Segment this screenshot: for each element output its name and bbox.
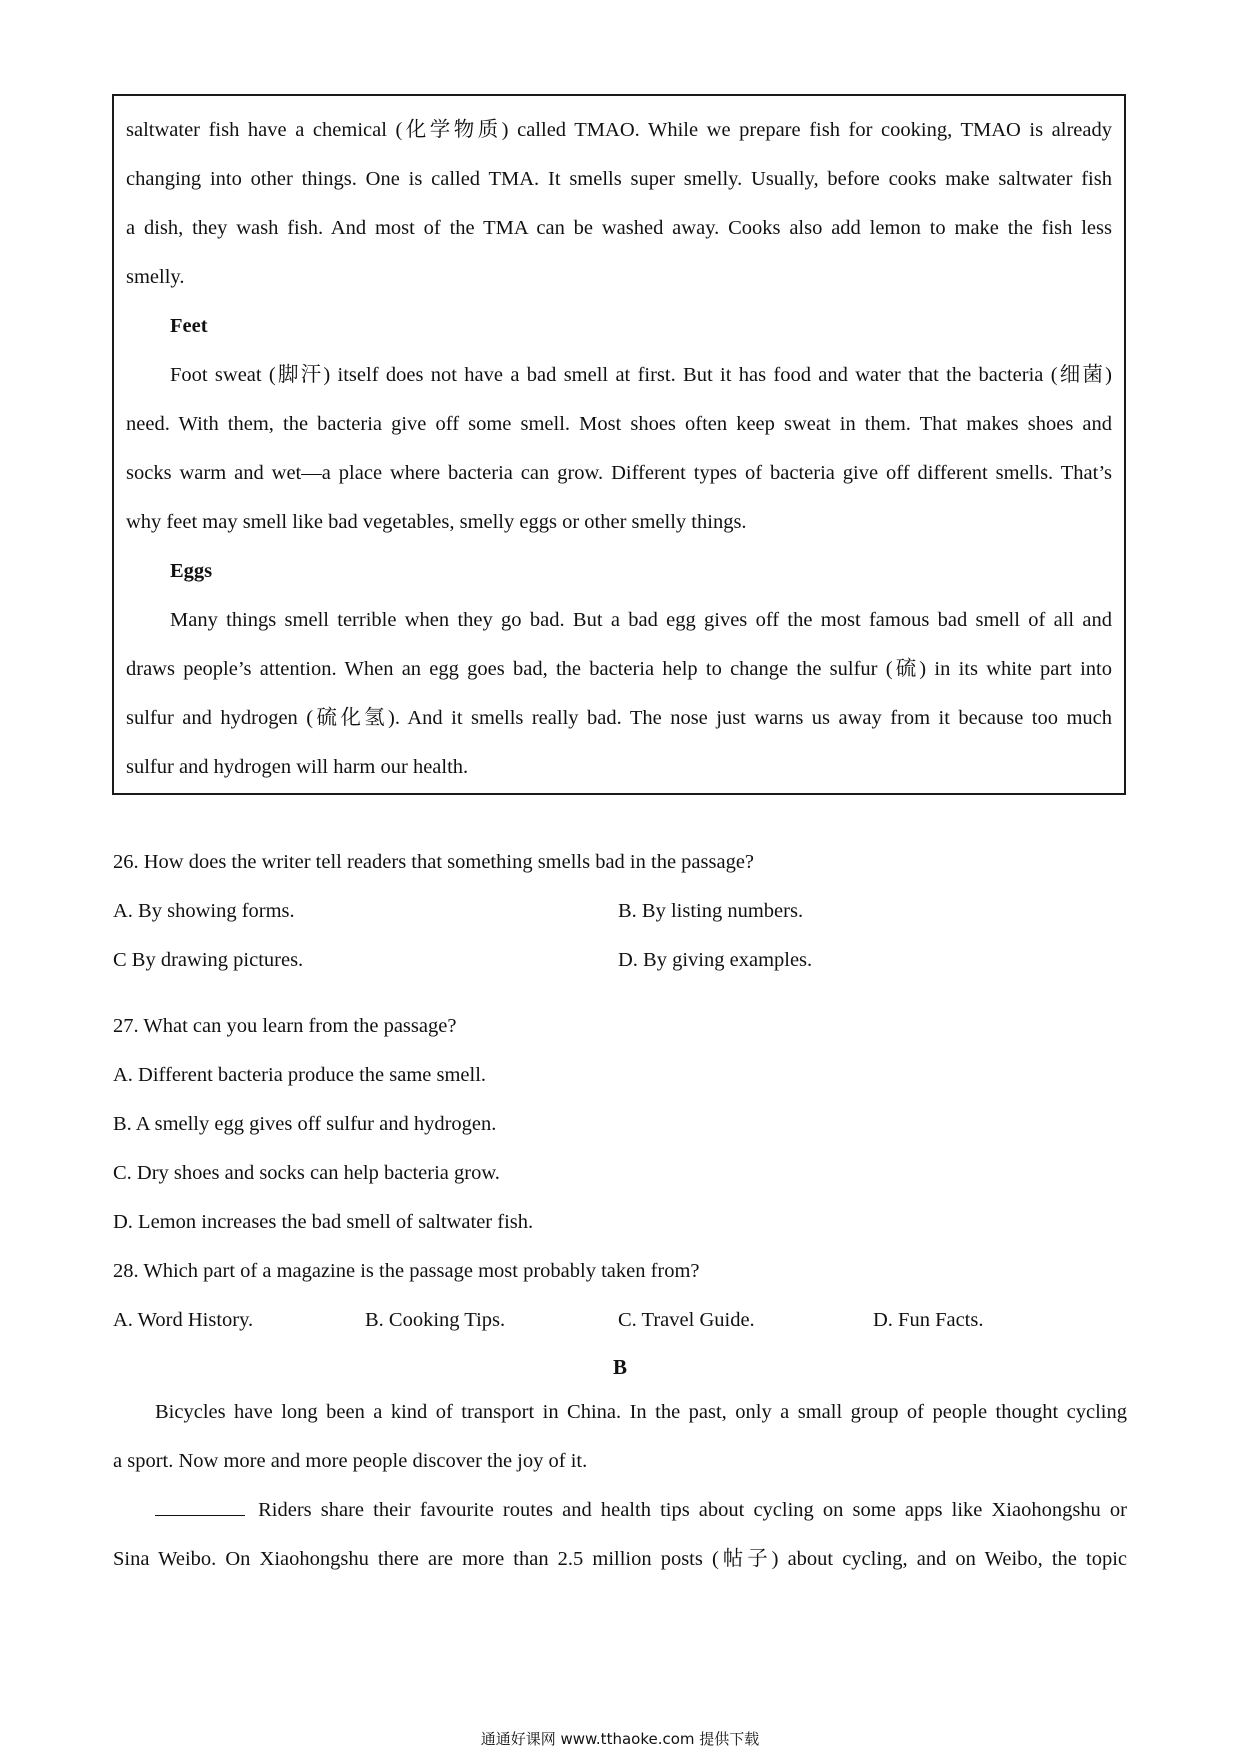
- passage-a-box: [112, 94, 1126, 795]
- section-b-title: B: [612, 1355, 627, 1379]
- fish-line-3: a dish, they wash fish. And most of the TMA can be washed away. Cooks also add lemon to make the fish less: [126, 217, 1112, 239]
- eggs-line-3: sulfur and hydrogen (硫化氢). And it smells really bad. The nose just warns us away from it because too much: [126, 707, 1112, 729]
- eggs-line-4: sulfur and hydrogen will harm our health.: [126, 756, 469, 778]
- option-26-d[interactable]: D. By giving examples.: [618, 949, 813, 971]
- passage-b: [113, 1388, 1127, 1584]
- fish-line-2: changing into other things. One is called TMA. It smells super smelly. Usually, before cooks make saltwater fish: [126, 168, 1112, 190]
- feet-line-3: socks warm and wet—a place where bacteria can grow. Different types of bacteria give off different smells. That’s: [126, 462, 1112, 484]
- footer-watermark: 通通好课网 www.tthaoke.com 提供下载: [480, 1730, 760, 1748]
- fish-line-1: saltwater fish have a chemical (化学物质) called TMAO. While we prepare fish for cooking, TMAO is already: [126, 119, 1112, 141]
- heading-eggs: Eggs: [170, 560, 213, 582]
- passage-b-p1-line-2: a sport. Now more and more people discover the joy of it.: [113, 1450, 588, 1472]
- passage-b-p2-line-2: Sina Weibo. On Xiaohongshu there are more than 2.5 million posts (帖子) about cycling, and on Weibo, the topic: [113, 1548, 1127, 1570]
- option-26-c[interactable]: C By drawing pictures.: [113, 949, 304, 971]
- passage-b-p1-line-1: Bicycles have long been a kind of transport in China. In the past, only a small group of people thought cycling: [155, 1401, 1127, 1423]
- heading-feet: Feet: [170, 315, 208, 337]
- option-27-b[interactable]: B. A smelly egg gives off sulfur and hydrogen.: [113, 1113, 497, 1135]
- option-28-a[interactable]: A. Word History.: [113, 1309, 254, 1331]
- feet-line-4: why feet may smell like bad vegetables, smelly eggs or other smelly things.: [126, 511, 747, 533]
- passage-b-p2-line-1: [113, 1486, 1127, 1535]
- question-28-stem: 28. Which part of a magazine is the passage most probably taken from?: [113, 1260, 700, 1282]
- question-27-stem: 27. What can you learn from the passage?: [113, 1015, 457, 1037]
- option-26-b[interactable]: B. By listing numbers.: [618, 900, 804, 922]
- feet-line-2: need. With them, the bacteria give off some smell. Most shoes often keep sweat in them. That makes shoes and: [126, 413, 1112, 435]
- option-27-c[interactable]: C. Dry shoes and socks can help bacteria grow.: [113, 1162, 500, 1184]
- option-26-a[interactable]: A. By showing forms.: [113, 900, 295, 922]
- option-27-d[interactable]: D. Lemon increases the bad smell of saltwater fish.: [113, 1211, 534, 1233]
- eggs-line-2: draws people’s attention. When an egg goes bad, the bacteria help to change the sulfur (硫) in its white part into: [126, 658, 1112, 680]
- option-27-a[interactable]: A. Different bacteria produce the same smell.: [113, 1064, 487, 1086]
- passage-b-p2-line-1-text: Riders share their favourite routes and health tips about cycling on some apps like Xiaohongshu or: [258, 1499, 1127, 1521]
- option-28-d[interactable]: D. Fun Facts.: [873, 1309, 984, 1331]
- eggs-line-1: Many things smell terrible when they go bad. But a bad egg gives off the most famous bad smell of all and: [170, 609, 1112, 631]
- answer-blank[interactable]: [155, 1497, 245, 1516]
- option-28-b[interactable]: B. Cooking Tips.: [365, 1309, 506, 1331]
- feet-line-1: Foot sweat (脚汗) itself does not have a bad smell at first. But it has food and water that the bacteria (细菌): [170, 364, 1112, 386]
- fish-line-4: smelly.: [126, 266, 185, 288]
- question-26-stem: 26. How does the writer tell readers that something smells bad in the passage?: [113, 851, 755, 873]
- option-28-c[interactable]: C. Travel Guide.: [618, 1309, 755, 1331]
